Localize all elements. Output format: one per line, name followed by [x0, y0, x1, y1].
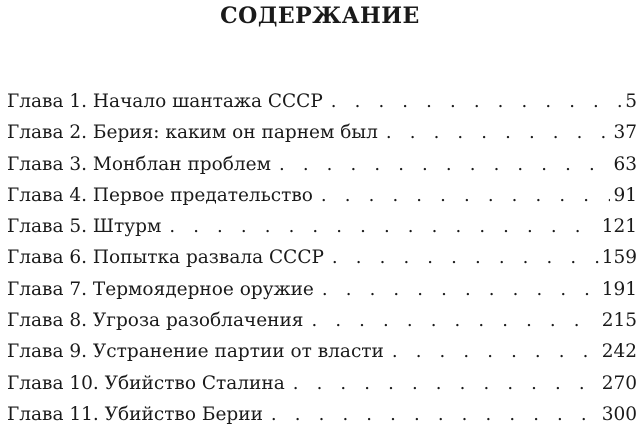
- dot-leader: [392, 338, 599, 366]
- dot-leader: [331, 88, 622, 116]
- toc-entry-title: [7, 119, 378, 147]
- chapter-title: Начало шантажа СССР: [92, 91, 323, 112]
- chapter-title: Убийство Сталина: [104, 372, 285, 394]
- dot-leader: [332, 244, 599, 272]
- toc-entry[interactable]: [7, 370, 637, 401]
- toc-entry[interactable]: [7, 401, 637, 432]
- dot-leader: [321, 182, 611, 210]
- chapter-label: Глава 9.: [7, 341, 88, 363]
- dot-leader: [322, 276, 599, 304]
- toc-entry[interactable]: [7, 119, 637, 150]
- page-number: 91: [613, 184, 637, 206]
- chapter-title: Первое предательство: [92, 184, 313, 206]
- toc-entry[interactable]: [7, 88, 637, 119]
- toc-entry-title: [7, 370, 285, 398]
- toc-entry[interactable]: [7, 338, 637, 369]
- chapter-title: Штурм: [92, 216, 162, 238]
- page-number: 5: [625, 91, 637, 112]
- toc-entry[interactable]: [7, 151, 637, 182]
- toc-list: [7, 88, 637, 432]
- page-number: 242: [601, 341, 637, 363]
- dot-leader: [271, 401, 599, 429]
- chapter-label: Глава 5.: [7, 216, 88, 238]
- toc-entry-title: [7, 401, 263, 429]
- toc-entry[interactable]: [7, 276, 637, 307]
- page-number: 270: [601, 372, 637, 394]
- toc-entry[interactable]: [7, 182, 637, 213]
- chapter-title: Убийство Берии: [104, 403, 263, 425]
- toc-entry-title: [7, 213, 161, 241]
- page-number: 63: [613, 153, 637, 175]
- dot-leader: [293, 370, 599, 398]
- page-number: 159: [601, 247, 637, 269]
- chapter-label: Глава 7.: [7, 278, 88, 300]
- chapter-label: Глава 3.: [7, 153, 88, 175]
- chapter-title: Термоядерное оружие: [92, 278, 314, 300]
- toc-entry-title: [7, 307, 303, 335]
- chapter-label: Глава 2.: [7, 122, 88, 144]
- toc-entry-title: [7, 244, 324, 272]
- page-number: 215: [601, 310, 637, 332]
- toc-entry-title: [7, 338, 384, 366]
- chapter-label: Глава 6.: [7, 247, 88, 269]
- dot-leader: [279, 151, 610, 179]
- chapter-title: Попытка развала СССР: [92, 247, 324, 269]
- toc-entry[interactable]: [7, 307, 637, 338]
- chapter-title: Устранение партии от власти: [92, 341, 384, 363]
- chapter-label: Глава 10.: [7, 372, 99, 394]
- toc-entry-title: [7, 182, 313, 210]
- chapter-label: Глава 8.: [7, 310, 88, 332]
- dot-leader: [169, 213, 598, 241]
- toc-entry[interactable]: [7, 244, 637, 275]
- page-number: 191: [601, 278, 637, 300]
- page-number: 37: [613, 122, 637, 144]
- chapter-title: Берия: каким он парнем был: [92, 122, 378, 144]
- dot-leader: [311, 307, 598, 335]
- page-number: 121: [601, 216, 637, 238]
- toc-entry[interactable]: [7, 213, 637, 244]
- toc-entry-title: [7, 88, 323, 116]
- page-number: 300: [601, 403, 637, 425]
- chapter-title: Угроза разоблачения: [92, 310, 304, 332]
- dot-leader: [386, 119, 611, 147]
- toc-entry-title: [7, 151, 271, 179]
- chapter-label: Глава 1.: [7, 91, 88, 112]
- toc-heading: СОДЕРЖАНИЕ: [220, 3, 420, 29]
- toc-entry-title: [7, 276, 314, 304]
- chapter-label: Глава 11.: [7, 403, 99, 425]
- chapter-label: Глава 4.: [7, 184, 88, 206]
- chapter-title: Монблан проблем: [92, 153, 271, 175]
